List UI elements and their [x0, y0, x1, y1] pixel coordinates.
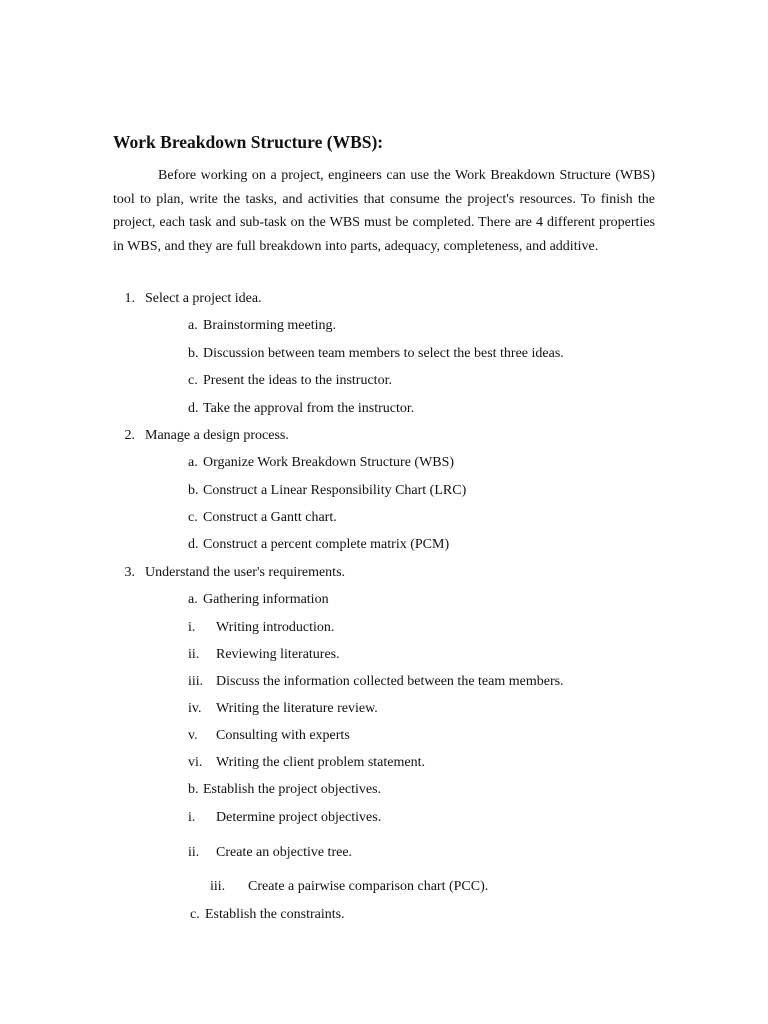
list-marker: a.	[188, 455, 198, 470]
list-marker: 3.	[124, 565, 135, 580]
list-subsubitem-3a-ii	[188, 647, 340, 663]
list-subsubitem-3a-v	[188, 728, 350, 744]
list-subitem-text: Brainstorming meeting.	[203, 318, 336, 333]
list-subsubitem-text: Reviewing literatures.	[216, 647, 340, 662]
intro-paragraph: Before working on a project, engineers can use the Work Breakdown Structure (WBS) tool to plan, write the tasks, and activities that consume the project's resources. To finish the project, each task and sub-task on the WBS must be completed. There are 4 different properties in WBS, and they are full breakdown into parts, adequacy, completeness, and additive.	[113, 168, 655, 254]
list-subsubitem-3a-iv	[188, 701, 378, 717]
list-subsubitem-text: Create an objective tree.	[216, 845, 353, 860]
list-subitem-3a	[188, 592, 329, 608]
list-marker: iii.	[210, 879, 226, 894]
list-marker: d.	[188, 537, 199, 552]
list-subsubitem-3b-iii	[210, 879, 488, 895]
list-marker: a.	[188, 592, 198, 607]
list-subitem-3b	[188, 782, 381, 798]
list-subitem-2a	[188, 455, 454, 471]
list-marker: a.	[188, 318, 198, 333]
list-marker: ii.	[188, 647, 200, 662]
list-subitem-3c	[190, 907, 345, 923]
list-marker: 1.	[124, 291, 135, 306]
list-marker: i.	[188, 810, 196, 825]
list-marker: iv.	[188, 701, 202, 716]
list-subitem-1b	[188, 346, 564, 362]
list-item-text: Manage a design process.	[145, 428, 289, 443]
list-subsubitem-text: Writing the client problem statement.	[216, 755, 425, 770]
list-subsubitem-3b-ii	[188, 845, 352, 861]
list-marker: b.	[188, 346, 199, 361]
list-subitem-text: Take the approval from the instructor.	[203, 401, 415, 416]
list-marker: iii.	[188, 674, 204, 689]
list-subitem-text: Discussion between team members to select the best three ideas.	[203, 346, 564, 361]
list-marker: i.	[188, 620, 196, 635]
list-subsubitem-text: Discuss the information collected between the team members.	[216, 674, 564, 689]
list-subitem-2b	[188, 483, 466, 499]
list-subitem-1c	[188, 373, 392, 389]
list-subsubitem-3a-i	[188, 620, 334, 636]
list-item-text: Select a project idea.	[145, 291, 262, 306]
list-marker: c.	[190, 907, 200, 922]
list-subitem-2c	[188, 510, 337, 526]
list-marker: v.	[188, 728, 198, 743]
list-item-1	[113, 291, 262, 307]
list-marker: d.	[188, 401, 199, 416]
list-subitem-text: Present the ideas to the instructor.	[203, 373, 392, 388]
list-item-text: Understand the user's requirements.	[145, 565, 346, 580]
list-subsubitem-3a-iii	[188, 674, 564, 690]
list-subsubitem-text: Determine project objectives.	[216, 810, 382, 825]
list-subsubitem-3b-i	[188, 810, 381, 826]
list-marker: c.	[188, 510, 198, 525]
list-subitem-text: Gathering information	[203, 592, 329, 607]
list-marker: ii.	[188, 845, 200, 860]
list-subitem-1a	[188, 318, 336, 334]
list-subitem-text: Establish the constraints.	[205, 907, 345, 922]
list-subsubitem-text: Create a pairwise comparison chart (PCC).	[248, 879, 489, 894]
list-marker: 2.	[124, 428, 135, 443]
list-marker: c.	[188, 373, 198, 388]
list-item-3	[113, 565, 345, 581]
list-subsubitem-text: Consulting with experts	[216, 728, 350, 743]
list-item-2	[113, 428, 289, 444]
list-subsubitem-3a-vi	[188, 755, 425, 771]
list-marker: b.	[188, 782, 199, 797]
list-marker: vi.	[188, 755, 203, 770]
list-subitem-text: Construct a Gantt chart.	[203, 510, 337, 525]
list-subitem-2d	[188, 537, 449, 553]
list-subsubitem-text: Writing the literature review.	[216, 701, 378, 716]
list-subitem-text: Establish the project objectives.	[203, 782, 382, 797]
document-title: Work Breakdown Structure (WBS):	[113, 132, 384, 152]
list-subitem-1d	[188, 401, 414, 417]
list-subitem-text: Construct a Linear Responsibility Chart (LRC)	[203, 483, 467, 498]
list-subitem-text: Organize Work Breakdown Structure (WBS)	[203, 455, 455, 470]
list-subsubitem-text: Writing introduction.	[216, 620, 335, 635]
list-subitem-text: Construct a percent complete matrix (PCM)	[203, 537, 450, 552]
list-marker: b.	[188, 483, 199, 498]
